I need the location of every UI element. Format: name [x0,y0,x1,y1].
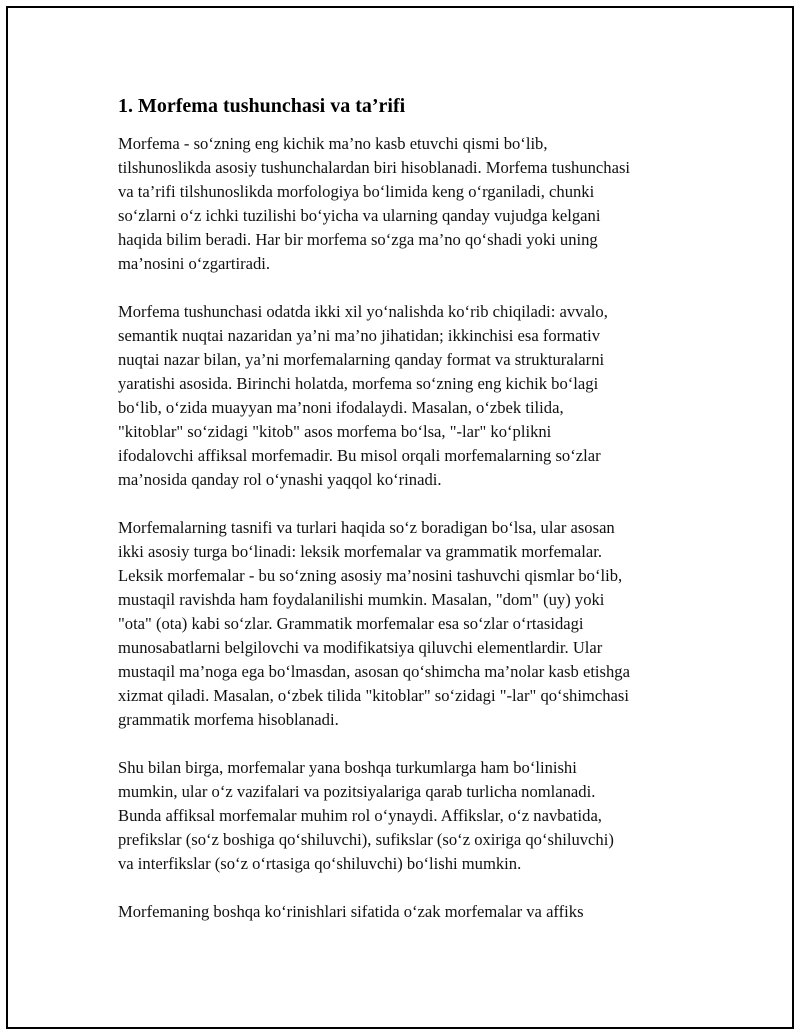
page-frame [6,6,794,1029]
paragraph-1: Morfema - so‘zning eng kichik ma’no kasb etuvchi qismi bo‘lib, tilshunoslikda asosiy tushunchalardan biri hisoblanadi. Morfema tushunchasi va ta’rifi tilshunoslikda morfologiya bo‘limida keng o‘rganiladi, chunki so‘zlarni o‘z ichki tuzilishi bo‘yicha va ularning qanday vujudga kelgani haqida bilim beradi. Har bir morfema so‘zga ma’no qo‘shadi yoki uning ma’nosini o‘zgartiradi. [118,134,631,273]
paragraph-2: Morfema tushunchasi odatda ikki xil yo‘nalishda ko‘rib chiqiladi: avvalo, semantik nuqtai nazaridan ya’ni ma’no jihatidan; ikkinchisi esa formativ nuqtai nazar bilan, ya’ni morfemalarning qanday format va strukturalarni yaratishi asosida. Birinchi holatda, morfema so‘zning eng kichik bo‘lagi bo‘lib, o‘zida muayyan ma’noni ifodalaydi. Masalan, o‘zbek tilida, "kitoblar" so‘zidagi "kitob" asos morfema bo‘lsa, "-lar" ko‘plikni ifodalovchi affiksal morfemadir. Bu misol orqali morfemalarning so‘zlar ma’nosida qanday rol o‘ynashi yaqqol ko‘rinadi. [118,302,608,489]
paragraph-3: Morfemalarning tasnifi va turlari haqida so‘z boradigan bo‘lsa, ular asosan ikki asosiy turga bo‘linadi: leksik morfemalar va grammatik morfemalar. Leksik morfemalar - bu so‘zning asosiy ma’nosini tashuvchi qismlar bo‘lib, mustaqil ravishda ham foydalanilishi mumkin. Masalan, "dom" (uy) yoki "ota" (ota) kabi so‘zlar. Grammatik morfemalar esa so‘zlar o‘rtasidagi munosabatlarni belgilovchi va modifikatsiya qiluvchi elementlardir. Ular mustaqil ma’noga ega bo‘lmasdan, asosan qo‘shimcha ma’nolar kasb etishga xizmat qiladi. Masalan, o‘zbek tilida "kitoblar" so‘zidagi "-lar" qo‘shimchasi grammatik morfema hisoblanadi. [118,518,630,729]
document-body [118,94,698,948]
paragraph-4: Shu bilan birga, morfemalar yana boshqa turkumlarga ham bo‘linishi mumkin, ular o‘z vazifalari va pozitsiyalariga qarab turlicha nomlanadi. Bunda affiksal morfemalar muhim rol o‘ynaydi. Affikslar, o‘z navbatida, prefikslar (so‘z boshiga qo‘shiluvchi), sufikslar (so‘z oxiriga qo‘shiluvchi) va interfikslar (so‘z o‘rtasiga qo‘shiluvchi) bo‘lishi mumkin. [118,758,614,873]
section-heading: 1. Morfema tushunchasi va ta’rifi [118,95,406,117]
paragraph-5: Morfemaning boshqa ko‘rinishlari sifatida o‘zak morfemalar va affiks [118,902,584,921]
